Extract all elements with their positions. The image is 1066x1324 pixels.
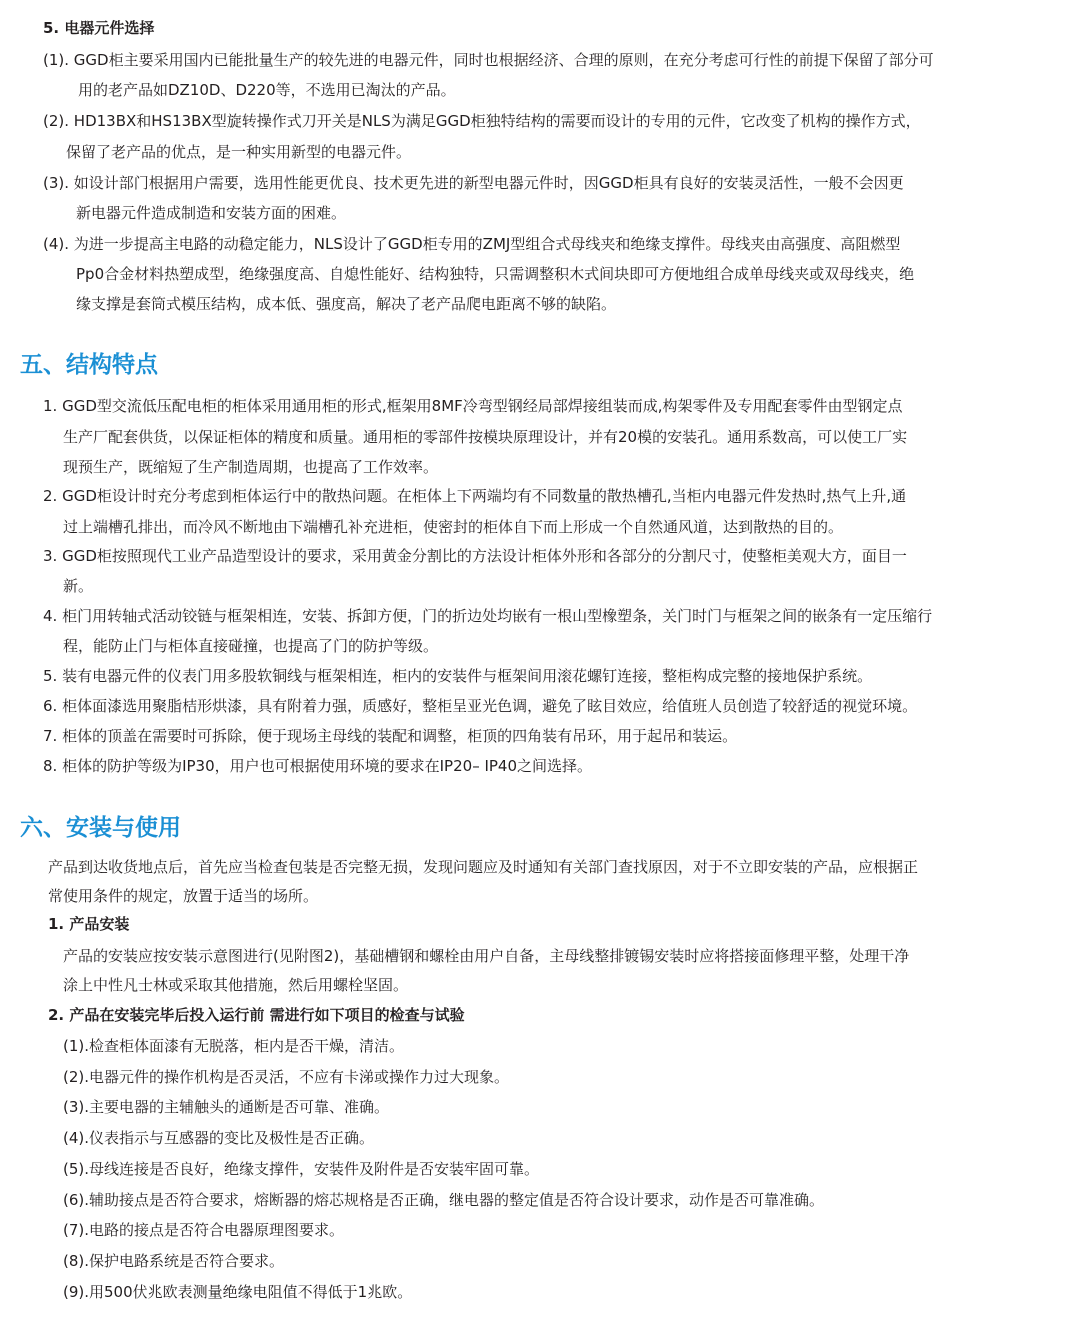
paragraph-line: 7. 柜体的顶盖在需要时可拆除，便于现场主母线的装配和调整，柜顶的四角装有吊环，用于起吊和装运。	[43, 727, 738, 745]
paragraph-line: 产品到达收货地点后，首先应当检查包装是否完整无损，发现问题应及时通知有关部门查找原因，对于不立即安装的产品，应根据正	[48, 858, 919, 876]
check-item: (2).电器元件的操作机构是否灵活，不应有卡涕或操作力过大现象。	[63, 1068, 510, 1086]
paragraph-line: 常使用条件的规定，放置于适当的场所。	[48, 887, 319, 905]
paragraph-line: 产品的安装应按安装示意图进行(见附图2)，基础槽钢和螺栓由用户自备，主母线整排镀锡安装时应将搭接面修理平整，处理干净	[63, 947, 910, 965]
section-heading-installation: 六、安装与使用	[20, 815, 181, 841]
paragraph-line: 新电器元件造成制造和安装方面的困难。	[76, 204, 347, 222]
paragraph-line: 8. 柜体的防护等级为IP30，用户也可根据使用环境的要求在IP20– IP40之间选择。	[43, 757, 593, 775]
check-item: (8).保护电路系统是否符合要求。	[63, 1252, 285, 1270]
paragraph-line: 3. GGD柜按照现代工业产品造型设计的要求，采用黄金分割比的方法设计柜体外形和各部分的分割尺寸，使整柜美观大方，面目一	[43, 547, 907, 565]
paragraph-line: 涂上中性凡士林或采取其他措施，然后用螺栓坚固。	[63, 976, 409, 994]
paragraph-line: (3). 如设计部门根据用户需要，选用性能更优良、技术更先进的新型电器元件时，因GGD柜具有良好的安装灵活性，一般不会因更	[43, 174, 904, 192]
paragraph-line: 生产厂配套供货，以保证柜体的精度和质量。通用柜的零部件按模块原理设计，并有20模的安装孔。通用系数高，可以使工厂实	[63, 428, 908, 446]
paragraph-line: 用的老产品如DZ10D、D220等，不选用已淘汰的产品。	[78, 81, 456, 99]
paragraph-line: (1). GGD柜主要采用国内已能批量生产的较先进的电器元件，同时也根据经济、合理的原则，在充分考虑可行性的前提下保留了部分可	[43, 51, 934, 69]
paragraph-line: 缘支撑是套筒式模压结构，成本低、强度高，解决了老产品爬电距离不够的缺陷。	[76, 295, 617, 313]
check-item: (5).母线连接是否良好，绝缘支撑件，安装件及附件是否安装牢固可靠。	[63, 1160, 540, 1178]
check-item: (9).用500伏兆欧表测量绝缘电阻值不得低于1兆欧。	[63, 1283, 413, 1301]
check-item: (1).检查柜体面漆有无脱落，柜内是否干燥，清洁。	[63, 1037, 405, 1055]
check-item: (3).主要电器的主辅触头的通断是否可靠、准确。	[63, 1098, 390, 1116]
subsection-title-5: 5. 电器元件选择	[43, 19, 155, 37]
check-item: (7).电路的接点是否符合电器原理图要求。	[63, 1221, 345, 1239]
paragraph-line: Pp0合金材料热塑成型，绝缘强度高、自熄性能好、结构独特，只需调整积木式间块即可方便地组合成单母线夹或双母线夹，绝	[76, 265, 915, 283]
paragraph-line: 1. GGD型交流低压配电柜的柜体采用通用柜的形式,框架用8MF冷弯型钢经局部焊接组装而成,构架零件及专用配套零件由型钢定点	[43, 397, 903, 415]
check-item: (6).辅助接点是否符合要求，熔断器的熔芯规格是否正确，继电器的整定值是否符合设计要求，动作是否可靠准确。	[63, 1191, 825, 1209]
paragraph-line: 5. 装有电器元件的仪表门用多股软铜线与框架相连，柜内的安装件与框架间用滚花螺钉连接，整柜构成完整的接地保护系统。	[43, 667, 873, 685]
paragraph-line: (4). 为进一步提高主电路的动稳定能力，NLS设计了GGD柜专用的ZMJ型组合式母线夹和绝缘支撑件。母线夹由高强度、高阻燃型	[43, 235, 901, 253]
paragraph-line: 2. GGD柜设计时充分考虑到柜体运行中的散热问题。在柜体上下两端均有不同数量的散热槽孔,当柜内电器元件发热时,热气上升,通	[43, 487, 907, 505]
paragraph-line: 6. 柜体面漆选用聚脂桔形烘漆，具有附着力强，质感好，整柜呈亚光色调，避免了眩目效应，给值班人员创造了较舒适的视觉环境。	[43, 697, 918, 715]
paragraph-line: (2). HD13BX和HS13BX型旋转操作式刀开关是NLS为满足GGD柜独特结构的需要而设计的专用的元件，它改变了机构的操作方式，	[43, 112, 921, 130]
section-heading-structure: 五、结构特点	[20, 352, 158, 378]
paragraph-line: 新。	[63, 577, 94, 595]
subsection-title-install: 1. 产品安装	[48, 915, 130, 933]
paragraph-line: 现预生产，既缩短了生产制造周期，也提高了工作效率。	[63, 458, 439, 476]
paragraph-line: 过上端槽孔排出，而冷风不断地由下端槽孔补充进柜，使密封的柜体自下而上形成一个自然通风道，达到散热的目的。	[63, 518, 844, 536]
check-item: (4).仪表指示与互感器的变比及极性是否正确。	[63, 1129, 375, 1147]
paragraph-line: 4. 柜门用转轴式活动铰链与框架相连，安装、拆卸方便，门的折边处均嵌有一根山型橡塑条，关门时门与框架之间的嵌条有一定压缩行	[43, 607, 933, 625]
subsection-title-inspection: 2. 产品在安装完毕后投入运行前 需进行如下项目的检查与试验	[48, 1006, 465, 1024]
paragraph-line: 保留了老产品的优点，是一种实用新型的电器元件。	[66, 143, 412, 161]
paragraph-line: 程，能防止门与柜体直接碰撞，也提高了门的防护等级。	[63, 637, 439, 655]
